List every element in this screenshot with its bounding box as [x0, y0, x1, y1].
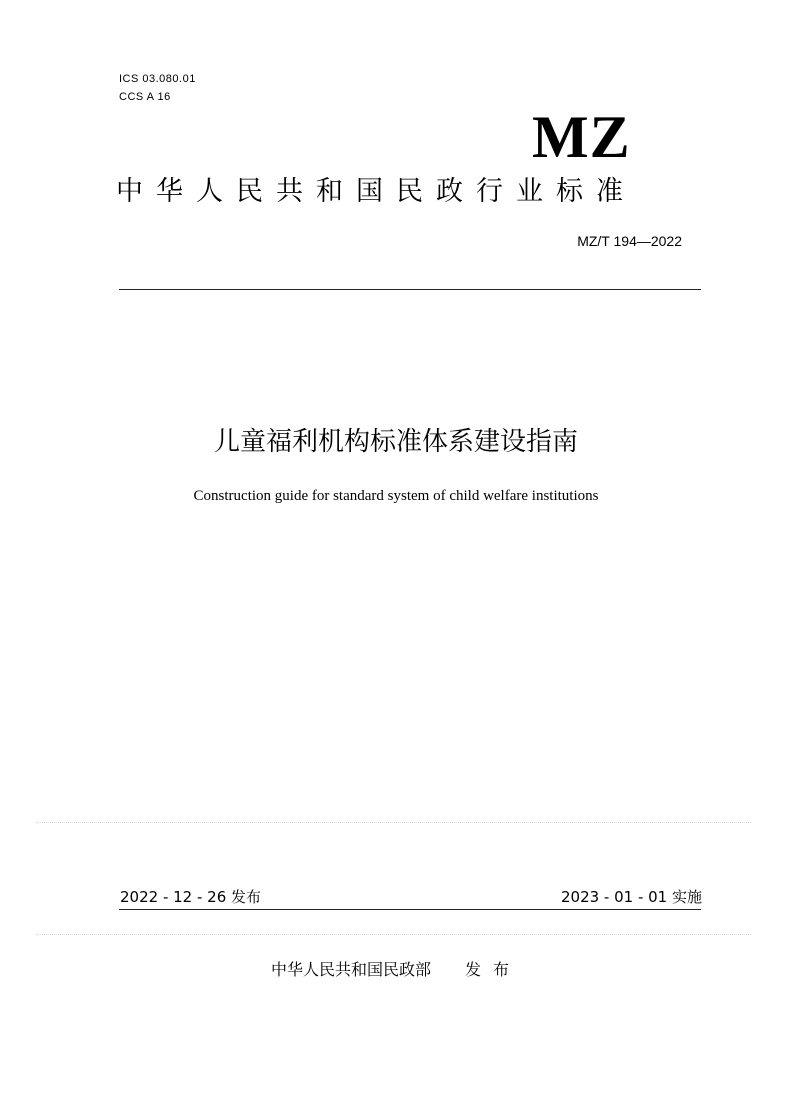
dotted-separator-upper [36, 822, 751, 823]
ministry-standard-title: 中华人民共和国民政行业标准 [116, 176, 636, 207]
release-label: 发布 [465, 960, 522, 979]
effective-date: 2023 - 01 - 01 实施 [560, 888, 702, 906]
document-title-english: Construction guide for standard system of child welfare institutions [193, 488, 599, 504]
standard-number: MZ/T 194—2022 [577, 233, 682, 249]
classification-codes [119, 70, 196, 106]
document-title-chinese: 儿童福利机构标准体系建设指南 [213, 427, 578, 457]
ics-code: ICS 03.080.01 [119, 73, 196, 85]
dotted-separator-lower [36, 934, 751, 935]
mz-logo: MZ [532, 104, 631, 170]
top-divider [119, 289, 701, 290]
bottom-divider [119, 909, 701, 910]
publisher-name: 中华人民共和国民政部 [270, 960, 431, 979]
publisher-line [0, 957, 792, 983]
ccs-code: CCS A 16 [119, 91, 171, 103]
issue-date: 2022 - 12 - 26 发布 [120, 888, 262, 906]
